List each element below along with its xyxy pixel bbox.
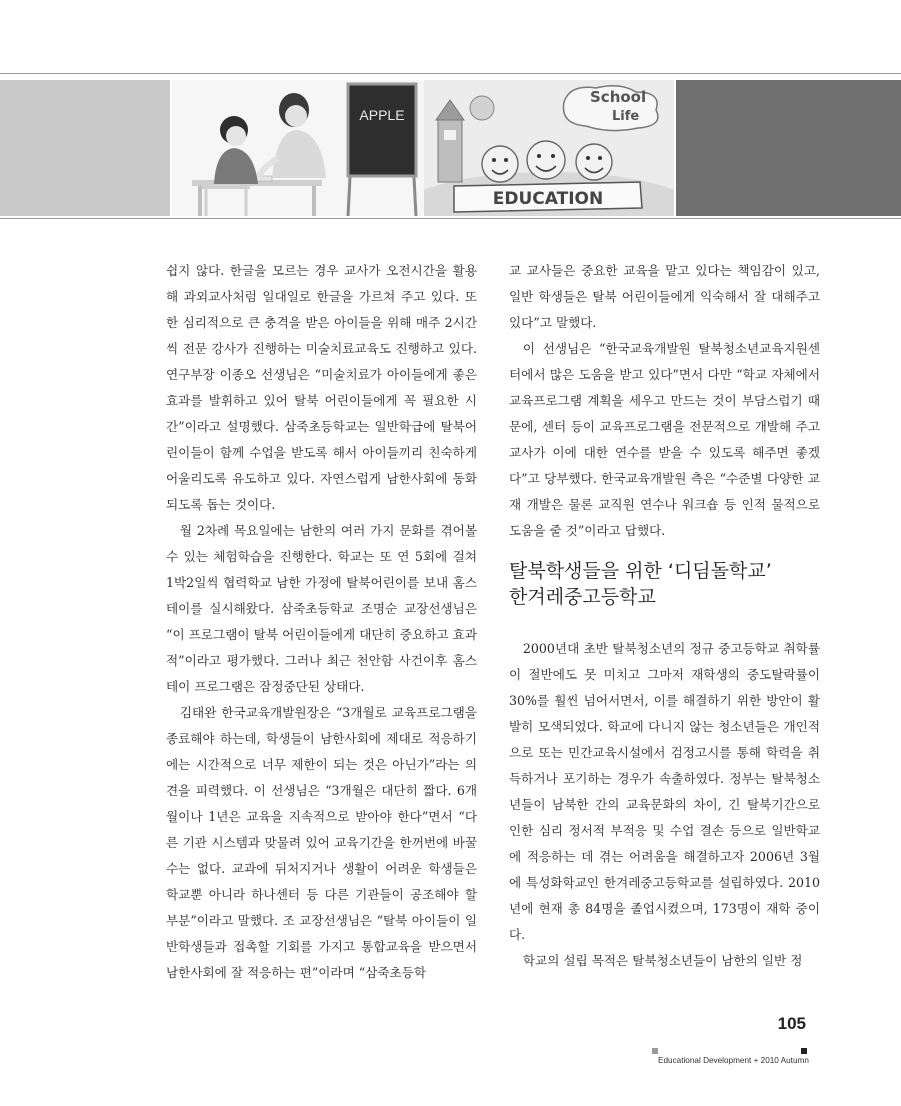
article-right-column: [509, 258, 820, 974]
classroom-photo: [172, 80, 424, 216]
header-rule-top: [0, 73, 901, 74]
heading-spacer: [509, 624, 820, 636]
right-paragraph-2: 이 선생님은 “한국교육개발원 탈북청소년교육지원센터에서 많은 도움을 받고 있다”면서 다만 “학교 자체에서 교육프로그램 계획을 세우고 만드는 것이 부담스럽기 때문에, 센터 등이 교육프로그램을 전문적으로 개발해 주고 교사가 이에 대한 연수를 받을 수 있도록 해주면 좋겠다”고 당부했다. 한국교육개발원 측은 “수준별 다양한 교재 개발은 물론 교직원 연수나 워크숍 등 인적 물적으로 도움을 줄 것”이라고 답했다.: [509, 341, 820, 538]
left-paragraph-2: 월 2차례 목요일에는 남한의 여러 가지 문화를 겪어볼 수 있는 체험학습을 진행한다. 학교는 또 연 5회에 걸쳐 1박2일씩 협력학교 남한 가정에 탈북어린이를 보내 홈스테이를 실시해왔다. 삼죽초등학교 조명순 교장선생님은 “이 프로그램이 탈북 어린이들에게 대단히 중요하고 효과적”이라고 평가했다. 그러나 최근 천안함 사건이후 홈스테이 프로그램은 잠정중단된 상태다.: [166, 523, 477, 694]
banner-text: EDUCATION: [492, 189, 604, 209]
chalkboard-text: APPLE: [359, 107, 405, 123]
left-paragraph-1: 쉽지 않다. 한글을 모르는 경우 교사가 오전시간을 활용해 과외교사처럼 일대일로 한글을 가르쳐 주고 있다. 또 한 심리적으로 큰 충격을 받은 아이들을 위해 매주 2시간씩 전문 강사가 진행하는 미술치료교육도 진행하고 있다. 연구부장 이종오 선생님은 “미술치료가 아이들에게 좋은 효과를 발휘하고 있어 탈북 어린이들에게 꼭 필요한 시간”이라고 설명했다. 삼죽초등학교는 일반학급에 탈북어린이들이 함께 수업을 받도록 해서 아이들끼리 친숙하게 어울리도록 유도하고 있다. 자연스럽게 남한사회에 동화되도록 돕는 것이다.: [166, 263, 477, 512]
section-heading: [509, 558, 820, 610]
badge-school-text: School: [590, 88, 647, 106]
school-life-drawing: [424, 80, 674, 216]
journal-footer: Educational Development + 2010 Autumn: [658, 1056, 809, 1065]
footer-square-dark: [801, 1048, 807, 1054]
right-paragraph-1: 교 교사들은 중요한 교육을 맡고 있다는 책임감이 있고, 일반 학생들은 탈북 어린이들에게 익숙해서 잘 대해주고 있다”고 말했다.: [509, 263, 820, 330]
header-rule-bottom: [0, 218, 901, 219]
footer-square-light: [652, 1048, 658, 1054]
page-number: 105: [777, 1014, 806, 1033]
left-paragraph-3: 김태완 한국교육개발원장은 “3개월로 교육프로그램을 종료해야 하는데, 학생들이 남한사회에 제대로 적응하기에는 시간적으로 너무 제한이 되는 것은 아닌가”라는 의견을 피력했다. 이 선생님은 “3개월은 대단히 짧다. 6개월이나 1년은 교육을 지속적으로 받아야 한다”면서 “다른 기관 시스템과 맞물려 있어 교육기간을 한꺼번에 바꿀 수는 없다. 교과에 뒤처지거나 생활이 어려운 학생들은 학교뿐 아니라 하나센터 등 다른 기관들이 공조해야 할 부분”이라고 말했다. 조 교장선생님은 “탈북 아이들이 일반학생들과 접촉할 기회를 가지고 통합교육을 받으면서 남한사회에 잘 적응하는 편”이라며 “삼죽초등학: [166, 705, 477, 980]
classroom-illustration: [172, 80, 424, 216]
right-paragraph-3: 2000년대 초반 탈북청소년의 정규 중고등학교 취학률이 절반에도 못 미치고 그마저 재학생의 중도탈락률이 30%를 훨씬 넘어서면서, 이를 해결하기 위한 방안이 활발히 모색되었다. 학교에 다니지 않는 청소년들은 개인적으로 또는 민간교육시설에서 검정고시를 통해 학력을 취득하거나 포기하는 경우가 속출하였다. 정부는 탈북청소년들이 남북한 간의 교육문화의 차이, 긴 탈북기간으로 인한 심리 정서적 부적응 및 수업 결손 등으로 일반학교에 적응하는 데 겪는 어려움을 해결하고자 2006년 3월에 특성화학교인 한겨레중고등학교를 설립하였다. 2010년에 현재 총 84명을 졸업시켰으며, 173명이 재학 중이다.: [509, 641, 820, 942]
header-band-left: [0, 80, 170, 216]
section-heading-line-2: 한겨레중고등학교: [509, 586, 656, 608]
article-left-column: [166, 258, 477, 986]
header-band-right: [676, 80, 901, 216]
right-paragraph-4: 학교의 설립 목적은 탈북청소년들이 남한의 일반 정: [522, 953, 803, 968]
badge-life-text: Life: [612, 109, 640, 124]
section-heading-line-1: 탈북학생들을 위한 ‘디딤돌학교’: [509, 560, 772, 582]
school-life-illustration: [424, 80, 674, 216]
